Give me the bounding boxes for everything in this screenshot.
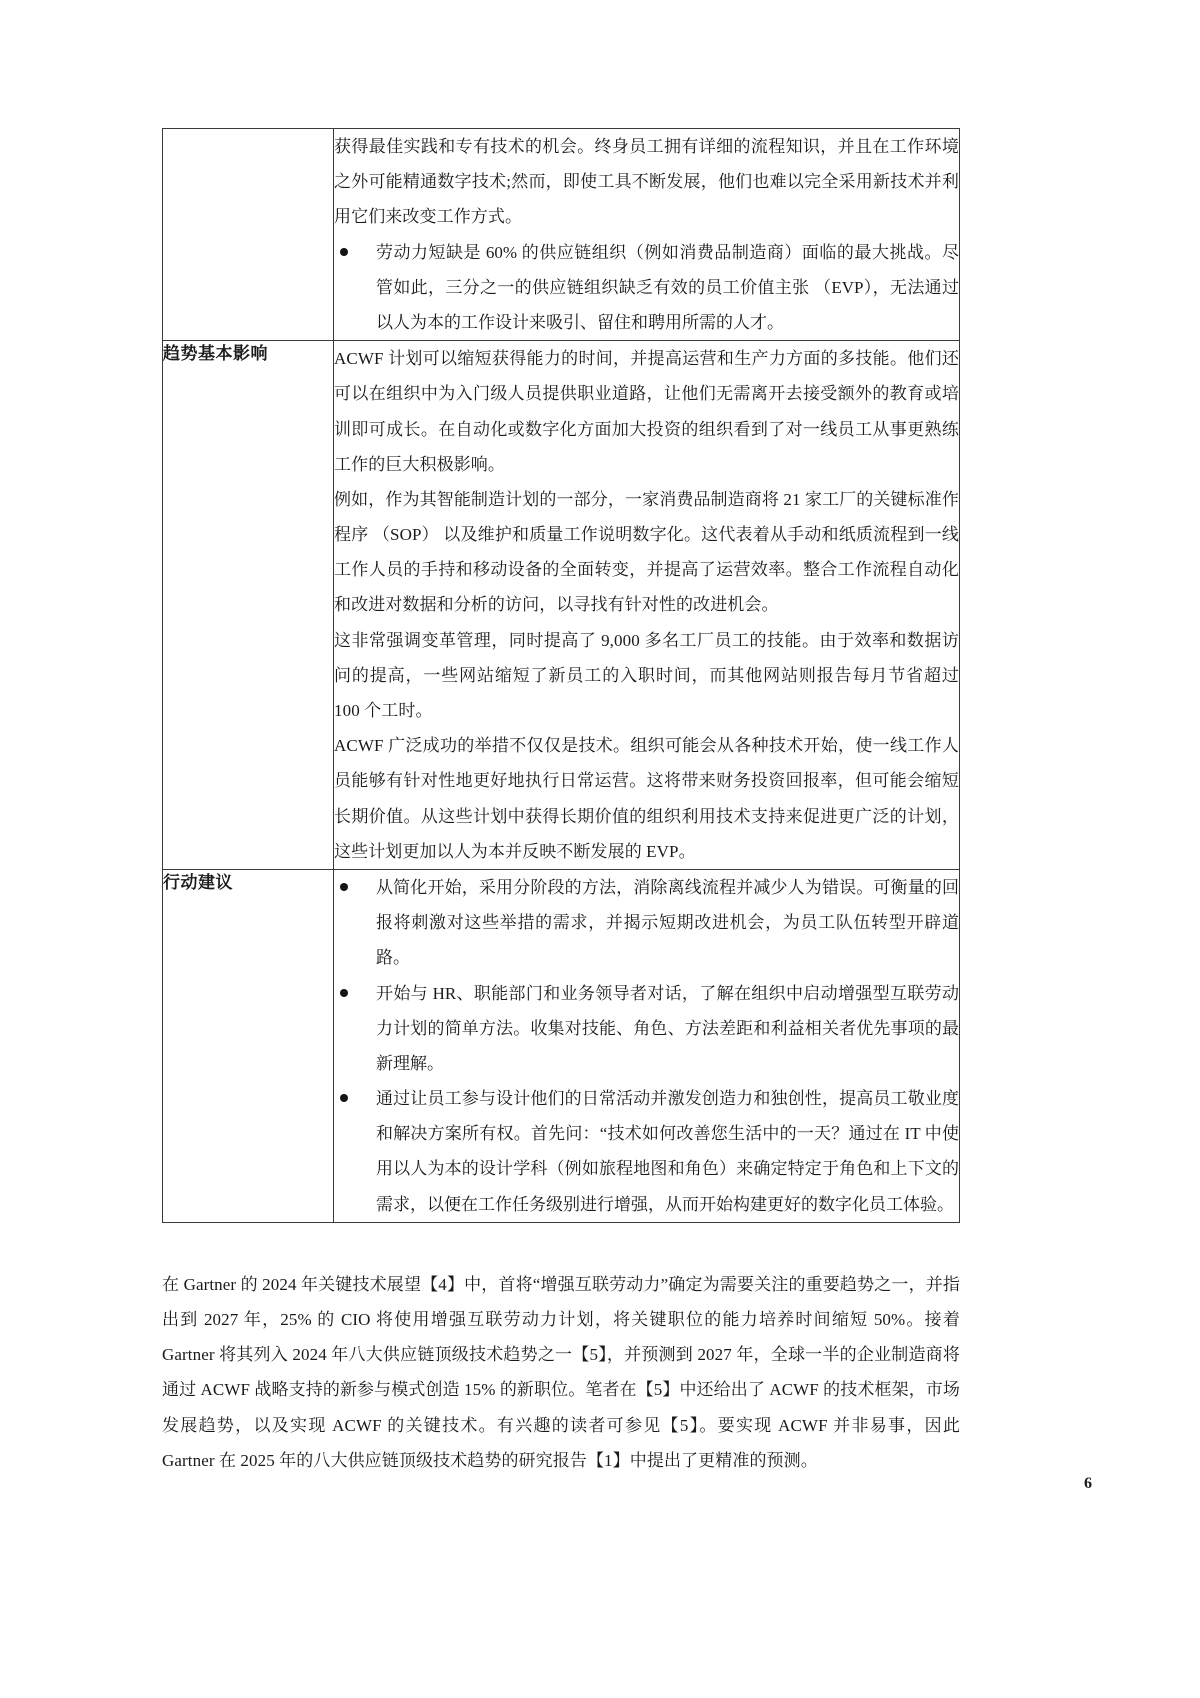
list-item-text: 从简化开始，采用分阶段的方法，消除离线流程并减少人为错误。可衡量的回报将刺激对这些举措的需求，并揭示短期改进机会，为员工队伍转型开辟道路。 (376, 877, 959, 968)
page-content (162, 128, 960, 1495)
bullet-list (334, 235, 959, 341)
paragraph: 获得最佳实践和专有技术的机会。终身员工拥有详细的流程知识，并且在工作环境之外可能精通数字技术;然而，即使工具不断发展，他们也难以完全采用新技术并利用它们来改变工作方式。 (334, 137, 959, 227)
page-number: 6 (1084, 1475, 1092, 1492)
row-label-trend-impact: 趋势基本影响 (163, 341, 334, 870)
bullet-dot-icon (340, 883, 348, 891)
trend-table-body (163, 129, 960, 1223)
list-item (334, 235, 959, 341)
bullet-dot-icon (340, 1094, 348, 1102)
closing-paragraph: 在 Gartner 的 2024 年关键技术展望【4】中，首将“增强互联劳动力”确定为需要关注的重要趋势之一，并指出到 2027 年，25% 的 CIO 将使用增强互联劳动力计划，将关键职位的能力培养时间缩短 50%。接着 Gartner 将其列入 2024 年八大供应链顶级技术趋势之一【5】，并预测到 2027 年，全球一半的企业制造商将通过 ACWF 战略支持的新参与模式创造 15% 的新职位。笔者在【5】中还给出了 ACWF 的技术框架，市场发展趋势，以及实现 ACWF 的关键技术。有兴趣的读者可参见【5】。要实现 ACWF 并非易事，因此 Gartner 在 2025 年的八大供应链顶级技术趋势的研究报告【1】中提出了更精准的预测。 (162, 1274, 960, 1470)
trend-table (162, 128, 960, 1223)
list-item-text: 通过让员工参与设计他们的日常活动并激发创造力和独创性，提高员工敬业度和解决方案所有权。首先问：“技术如何改善您生活中的一天？通过在 IT 中使用以人为本的设计学科（例如旅程地图和角色）来确定特定于角色和上下文的需求，以便在工作任务级别进行增强，从而开始构建更好的数字化员工体验。 (376, 1089, 959, 1214)
table-row (163, 129, 960, 341)
table-row (163, 869, 960, 1222)
row-body-action-advice (334, 869, 960, 1222)
list-item-text: 开始与 HR、职能部门和业务领导者对话，了解在组织中启动增强型互联劳动力计划的简单方法。收集对技能、角色、方法差距和利益相关者优先事项的最新理解。 (376, 983, 959, 1073)
paragraph: 例如，作为其智能制造计划的一部分，一家消费品制造商将 21 家工厂的关键标准作程序 （SOP） 以及维护和质量工作说明数字化。这代表着从手动和纸质流程到一线工作人员的手持和移动设备的全面转变，并提高了运营效率。整合工作流程自动化和改进对数据和分析的访问，以寻找有针对性的改进机会。 (334, 489, 959, 615)
table-row (163, 341, 960, 870)
paragraph: ACWF 广泛成功的举措不仅仅是技术。组织可能会从各种技术开始，使一线工作人员能够有针对性地更好地执行日常运营。这将带来财务投资回报率，但可能会缩短长期价值。从这些计划中获得长期价值的组织利用技术支持来促进更广泛的计划，这些计划更加以人为本并反映不断发展的 EVP。 (334, 736, 959, 861)
row-body-continued (334, 129, 960, 341)
bullet-list (334, 870, 959, 1222)
row-label-action-advice: 行动建议 (163, 869, 334, 1222)
bullet-dot-icon (340, 248, 348, 256)
paragraph: 这非常强调变革管理，同时提高了 9,000 多名工厂员工的技能。由于效率和数据访问的提高，一些网站缩短了新员工的入职时间，而其他网站则报告每月节省超过 100 个工时。 (334, 630, 959, 720)
row-label-continued (163, 129, 334, 341)
list-item (334, 1081, 959, 1222)
row-body-trend-impact (334, 341, 960, 870)
bullet-dot-icon (340, 989, 348, 997)
list-item-text: 劳动力短缺是 60% 的供应链组织（例如消费品制造商）面临的最大挑战。尽管如此，三分之一的供应链组织缺乏有效的员工价值主张 （EVP），无法通过以人为本的工作设计来吸引、留住和聘用所需的人才。 (376, 242, 959, 332)
list-item (334, 976, 959, 1082)
paragraph: ACWF 计划可以缩短获得能力的时间，并提高运营和生产力方面的多技能。他们还可以在组织中为入门级人员提供职业道路，让他们无需离开去接受额外的教育或培训即可成长。在自动化或数字化方面加大投资的组织看到了对一线员工从事更熟练工作的巨大积极影响。 (334, 349, 959, 474)
list-item (334, 870, 959, 976)
